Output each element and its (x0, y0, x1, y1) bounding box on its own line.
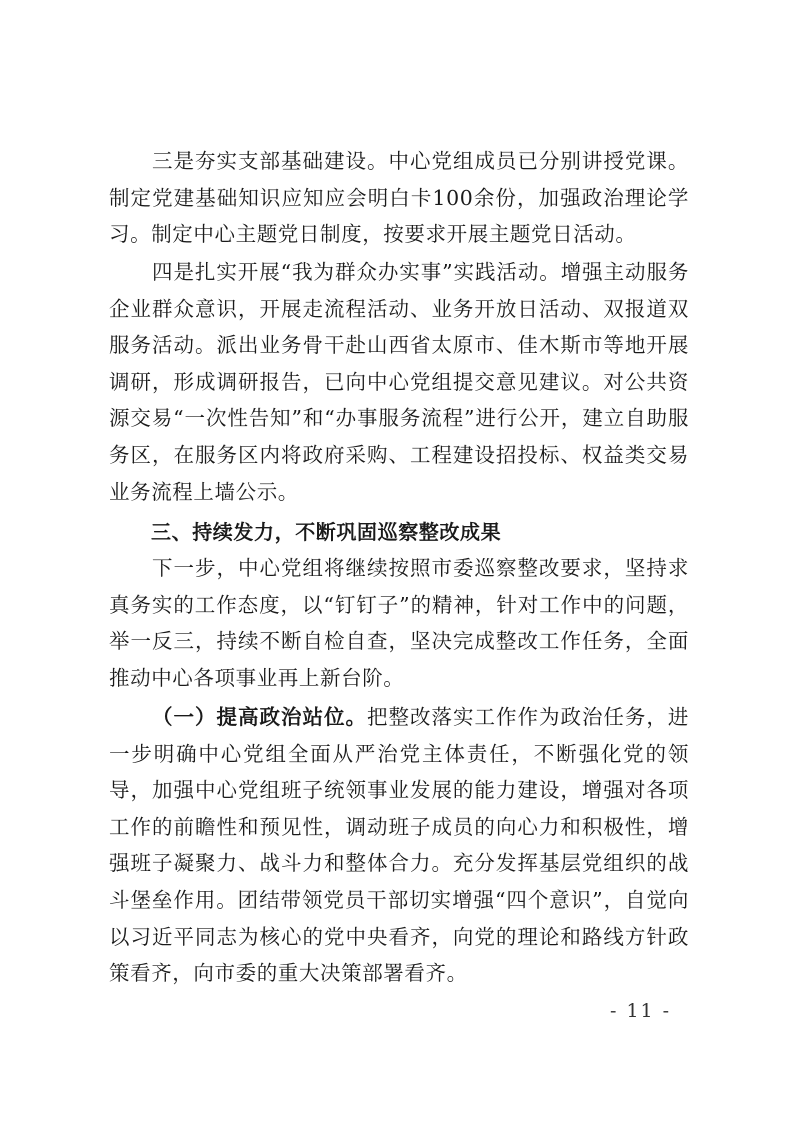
paragraph-body-text: 把整改落实工作作为政治任务，进一步明确中心党组全面从严治党主体责任，不断强化党的领导，加强中心党组班子统领事业发展的能力建设，增强对各项工作的前瞻性和预见性，调动班子成员的向心力和积极性，增强班子凝聚力、战斗力和整体合力。充分发挥基层党组织的战斗堡垒作用。团结带领党员干部切实增强“四个意识”，自觉向以习近平同志为核心的党中央看齐，向党的理论和路线方针政策看齐，向市委的重大决策部署看齐。 (109, 705, 690, 986)
paragraph-next-steps: 下一步，中心党组将继续按照市委巡察整改要求，坚持求真务实的工作态度，以“钉钉子”的精神，针对工作中的问题，举一反三，持续不断自检自查，坚决完成整改工作任务，全面推动中心各项事业再上新台阶。 (109, 556, 689, 690)
paragraph-political-stance (109, 699, 689, 992)
section-heading: 三、持续发力，不断巩固巡察整改成果 (151, 520, 502, 544)
paragraph-lead-title: （一）提高政治站位。 (152, 705, 367, 729)
paragraph-party-branch-construction: 三是夯实支部基础建设。中心党组成员已分别讲授党课。制定党建基础知识应知应会明白卡100余份，加强政治理论学习。制定中心主题党日制度，按要求开展主题党日活动。 (109, 149, 689, 247)
page-number: - 11 - (610, 1000, 672, 1022)
paragraph-practical-activities: 四是扎实开展“我为群众办实事”实践活动。增强主动服务企业群众意识，开展走流程活动、业务开放日活动、双报道双服务活动。派出业务骨干赴山西省太原市、佳木斯市等地开展调研，形成调研报告，已向中心党组提交意见建议。对公共资源交易“一次性告知”和“办事服务流程”进行公开，建立自助服务区，在服务区内将政府采购、工程建设招投标、权益类交易业务流程上墙公示。 (109, 260, 689, 504)
